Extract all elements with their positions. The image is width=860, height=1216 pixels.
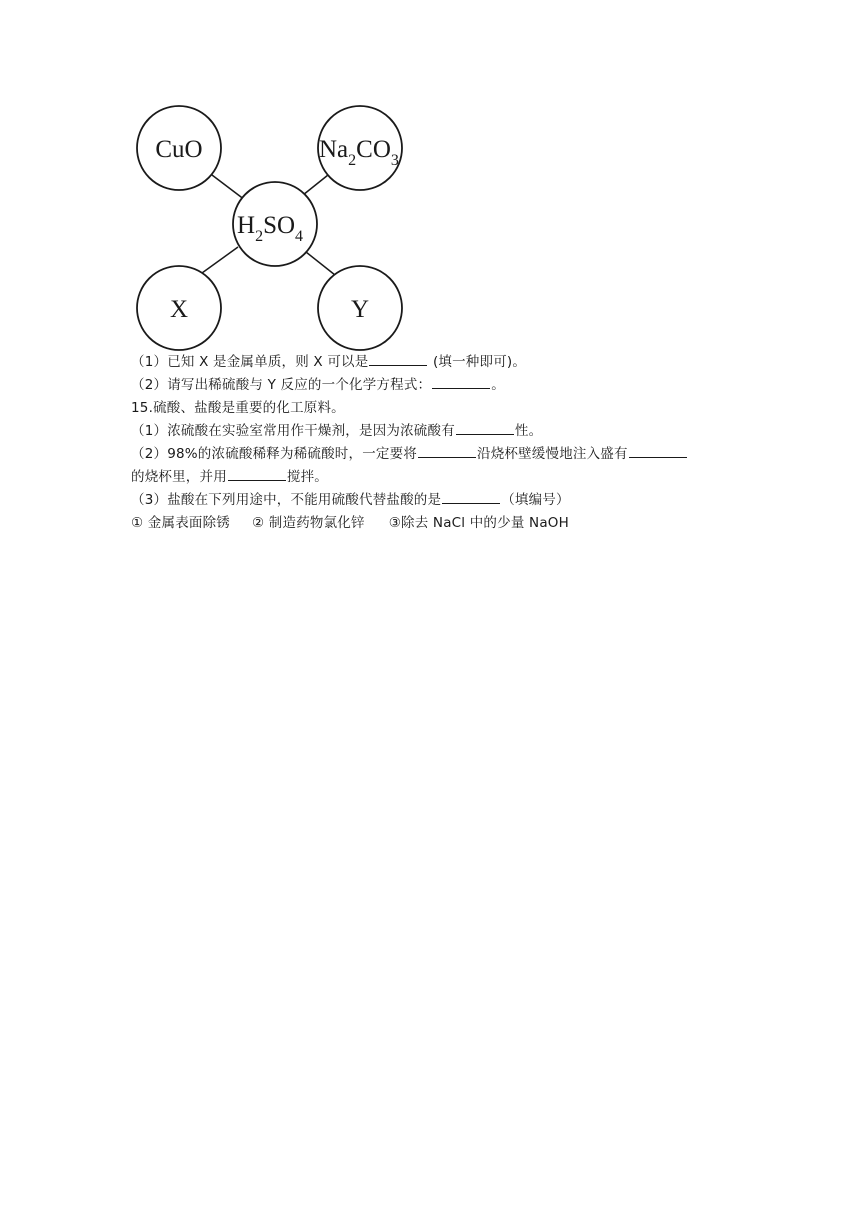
q14-part2-end: 。 (491, 377, 505, 393)
answer-blank[interactable] (629, 443, 687, 458)
node-y-label: Y (350, 296, 370, 323)
question-text (131, 351, 831, 535)
q15-part2 (131, 443, 831, 466)
q14-part1-text: （1）已知 X 是金属单质，则 X 可以是 (131, 354, 369, 370)
answer-blank[interactable] (418, 443, 476, 458)
link-cuo (212, 175, 245, 200)
q15-title (131, 397, 831, 420)
q14-part1-hint: (填一种即可)。 (428, 354, 527, 370)
node-cuo-label: CuO (155, 136, 203, 163)
q15-part3 (131, 489, 831, 512)
node-h2so4-label: $H_2SO_4$ (237, 212, 304, 245)
option-3: ③除去 NaCl 中的少量 NaOH (388, 515, 569, 531)
answer-blank[interactable] (432, 374, 490, 389)
q15-part2-end: 搅拌。 (286, 469, 329, 485)
q14-part1 (131, 351, 831, 374)
node-na2co3-label: $Na_2CO_3$ (319, 136, 399, 169)
q15-part1-text: （1）浓硫酸在实验室常用作干燥剂，是因为浓硫酸有 (131, 423, 455, 439)
option-2: ② 制造药物氯化锌 (252, 515, 365, 531)
option-1: ① 金属表面除锈 (131, 515, 230, 531)
answer-blank[interactable] (228, 466, 286, 481)
reaction-diagram (130, 100, 410, 355)
reaction-diagram-svg (130, 100, 410, 355)
q15-part2-text: （2）98%的浓硫酸稀释为稀硫酸时，一定要将 (131, 446, 417, 462)
link-na2co3 (303, 175, 328, 195)
q15-title-text: 15.硫酸、盐酸是重要的化工原料。 (131, 400, 345, 416)
q15-options (131, 512, 831, 535)
q15-part2-mid: 沿烧杯壁缓慢地注入盛有 (477, 446, 628, 462)
q15-part1 (131, 420, 831, 443)
q15-part3-hint: （填编号） (501, 492, 570, 508)
q15-part3-text: （3）盐酸在下列用途中，不能用硫酸代替盐酸的是 (131, 492, 442, 508)
node-x-label: X (169, 296, 189, 323)
q15-part2-cont (131, 466, 831, 489)
answer-blank[interactable] (456, 420, 514, 435)
link-x (202, 247, 238, 273)
q14-part2-text: （2）请写出稀硫酸与 Y 反应的一个化学方程式： (131, 377, 432, 393)
q14-part2 (131, 374, 831, 397)
answer-blank[interactable] (442, 489, 500, 504)
link-y (306, 252, 335, 275)
answer-blank[interactable] (369, 351, 427, 366)
q15-part2-cont-text: 的烧杯里，并用 (131, 469, 227, 485)
q15-part1-end: 性。 (514, 423, 543, 439)
